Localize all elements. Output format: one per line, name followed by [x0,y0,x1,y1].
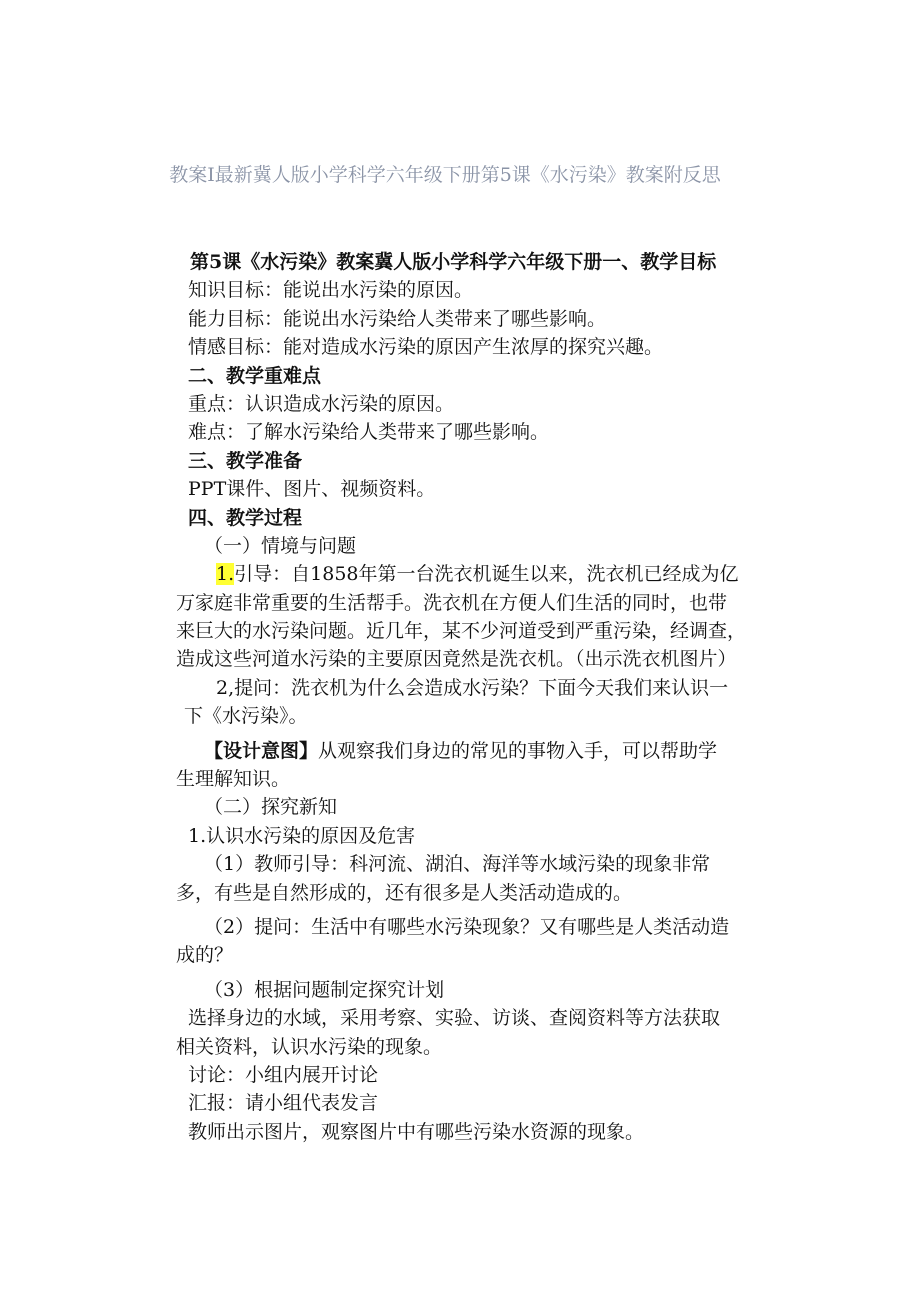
step2-line-2: 成的？ [176,944,234,967]
plan-line-1: 选择身边的水域，采用考察、实验、访谈、查阅资料等方法获取 [188,1007,721,1030]
intro-line-1 [216,560,760,588]
intro-line-4: 造成这些河道水污染的主要原因竟然是洗衣机。（出示洗衣机图片） [176,648,737,671]
plan-line-2: 相关资料，认识水污染的现象。 [176,1035,443,1058]
intro-line-3: 来巨大的水污染问题。近几年，某不少河道受到严重污染，经调查， [176,620,747,643]
section-heading-process: 四、教学过程 [188,506,303,529]
goal-emotion: 情感目标：能对造成水污染的原因产生浓厚的探究兴趣。 [188,336,664,359]
design-intent-line-2: 生理解知识。 [176,768,291,791]
step2-line-1: （2）提问：生活中有哪些水污染现象？又有哪些是人类活动造 [204,915,730,938]
discussion-line: 讨论：小组内展开讨论 [188,1063,379,1086]
section-heading-preparation: 三、教学准备 [188,449,303,472]
key-point: 重点：认识造成水污染的原因。 [188,392,455,415]
part1-title: （一）情境与问题 [204,534,357,557]
item1-title: 1.认识水污染的原因及危害 [188,824,416,847]
step3: （3）根据问题制定探究计划 [204,978,445,1001]
question-line-1: 2,提问：洗衣机为什么会造成水污染？下面今天我们来认识一 [216,676,729,699]
design-intent-text: 从观察我们身边的常见的事物入手，可以帮助学 [318,739,718,762]
intro-text: 引导：自1858年第一台洗衣机诞生以来，洗衣机已经成为亿 [234,563,739,586]
intro-line-2: 万家庭非常重要的生活帮手。洗衣机在方便人们生活的同时，也带 [176,591,728,614]
document-title: 教案I最新冀人版小学科学六年级下册第5课《水污染》教案附反思 [169,164,721,186]
goal-ability: 能力目标：能说出水污染给人类带来了哪些影响。 [188,307,607,330]
part2-title: （二）探究新知 [204,796,338,819]
step1-line-2: 多，有些是自然形成的，还有很多是人类活动造成的。 [176,881,633,904]
main-heading: 第5课《水污染》教案冀人版小学科学六年级下册一、教学目标 [190,251,717,273]
teacher-line: 教师出示图片，观察图片中有哪些污染水资源的现象。 [188,1120,645,1143]
highlighted-number: 1. [216,563,235,586]
question-line-2: 下《水污染》。 [184,705,308,728]
difficult-point: 难点：了解水污染给人类带来了哪些影响。 [188,421,550,444]
report-line: 汇报：请小组代表发言 [188,1092,379,1115]
document-body [176,248,760,1146]
preparation-materials: PPT课件、图片、视频资料。 [188,478,436,501]
section-heading-difficulties: 二、教学重难点 [188,364,322,387]
design-intent-line-1 [204,737,760,765]
step1-line-1: （1）教师引导：科河流、湖泊、海洋等水域污染的现象非常 [204,853,711,876]
design-intent-label: 【设计意图】 [204,739,319,762]
goal-knowledge: 知识目标：能说出水污染的原因。 [188,279,474,302]
